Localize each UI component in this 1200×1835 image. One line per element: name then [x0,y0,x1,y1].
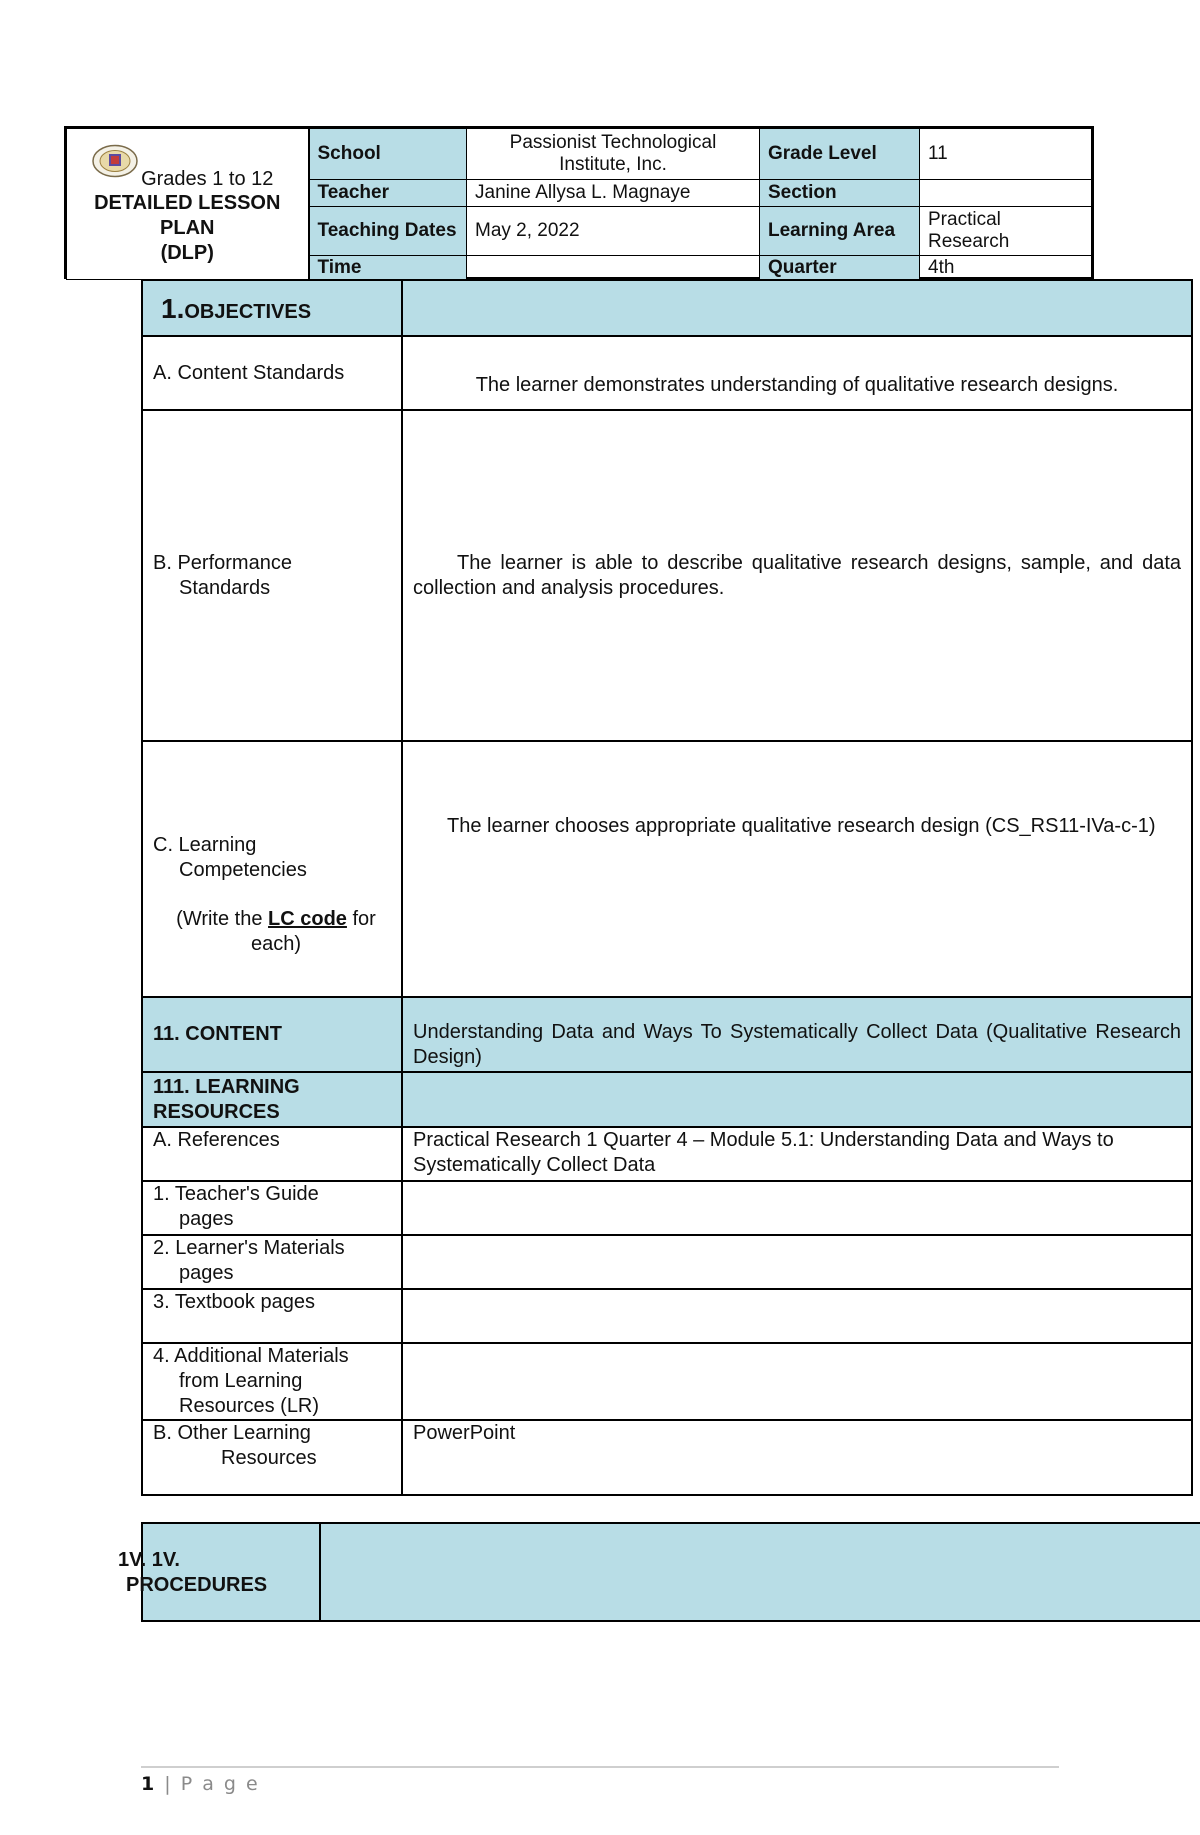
grades-label: Grades 1 to 12 [141,168,274,190]
procedures-row [141,1522,1200,1622]
grade-level-value: 11 [920,129,1092,180]
performance-standards-value: The learner is able to describe qualitative research designs, sample, and data collection and analysis procedures. [402,410,1192,741]
school-label: School [309,129,467,180]
teaching-dates-label: Teaching Dates [309,207,467,256]
content-standards-label: A. Content Standards [142,336,402,410]
grade-level-label: Grade Level [760,129,920,180]
page-footer: 1 | P a g e [141,1773,260,1795]
time-value [467,256,760,280]
dlp-header [64,126,1094,279]
quarter-label: Quarter [760,256,920,280]
textbook-value [402,1289,1192,1343]
references-value: Practical Research 1 Quarter 4 – Module 5.1: Understanding Data and Ways to Systematically Collect Data [402,1127,1192,1181]
teaching-dates-value: May 2, 2022 [467,207,760,256]
learning-resources-heading: 111. LEARNING RESOURCES [142,1072,402,1127]
learners-materials-label: 2. Learner's Materials pages [142,1235,402,1289]
time-label: Time [309,256,467,280]
learning-competencies-label: C. Learning Competencies (Write the LC code for each) [142,741,402,997]
textbook-label: 3. Textbook pages [142,1289,402,1343]
teacher-value: Janine Allysa L. Magnaye [467,180,760,207]
learners-materials-value [402,1235,1192,1289]
teachers-guide-value [402,1181,1192,1235]
deped-seal-icon [91,144,139,178]
quarter-value: 4th [920,256,1092,280]
content-value: Understanding Data and Ways To Systematically Collect Data (Qualitative Research Design) [402,997,1192,1072]
learning-area-label: Learning Area [760,207,920,256]
lesson-plan-table [141,279,1193,1496]
learning-competencies-value: The learner chooses appropriate qualitative research design (CS_RS11-IVa-c-1) [402,741,1192,997]
additional-materials-label: 4. Additional Materials from Learning Resources (LR) [142,1343,402,1420]
other-resources-label: B. Other Learning Resources [142,1420,402,1495]
teachers-guide-label: 1. Teacher's Guide pages [142,1181,402,1235]
section-value [920,180,1092,207]
teacher-label: Teacher [309,180,467,207]
content-standards-value: The learner demonstrates understanding of qualitative research designs. [402,336,1192,410]
section-label: Section [760,180,920,207]
learning-area-value: Practical Research [920,207,1092,256]
performance-standards-label: B. Performance Standards [142,410,402,741]
dlp-title: DETAILED LESSON PLAN (DLP) [94,192,281,264]
references-label: A. References [142,1127,402,1181]
school-value: Passionist Technological Institute, Inc. [467,129,760,180]
procedures-heading: 1V. 1V. PROCEDURES [118,1549,268,1596]
footer-rule [141,1766,1059,1768]
other-resources-value: PowerPoint [402,1420,1192,1495]
lc-code-note: (Write the LC code for each) [176,908,376,955]
objectives-heading: 1.OBJECTIVES [142,280,402,336]
header-logo-cell [67,129,309,280]
additional-materials-value [402,1343,1192,1420]
content-heading: 11. CONTENT [142,997,402,1072]
